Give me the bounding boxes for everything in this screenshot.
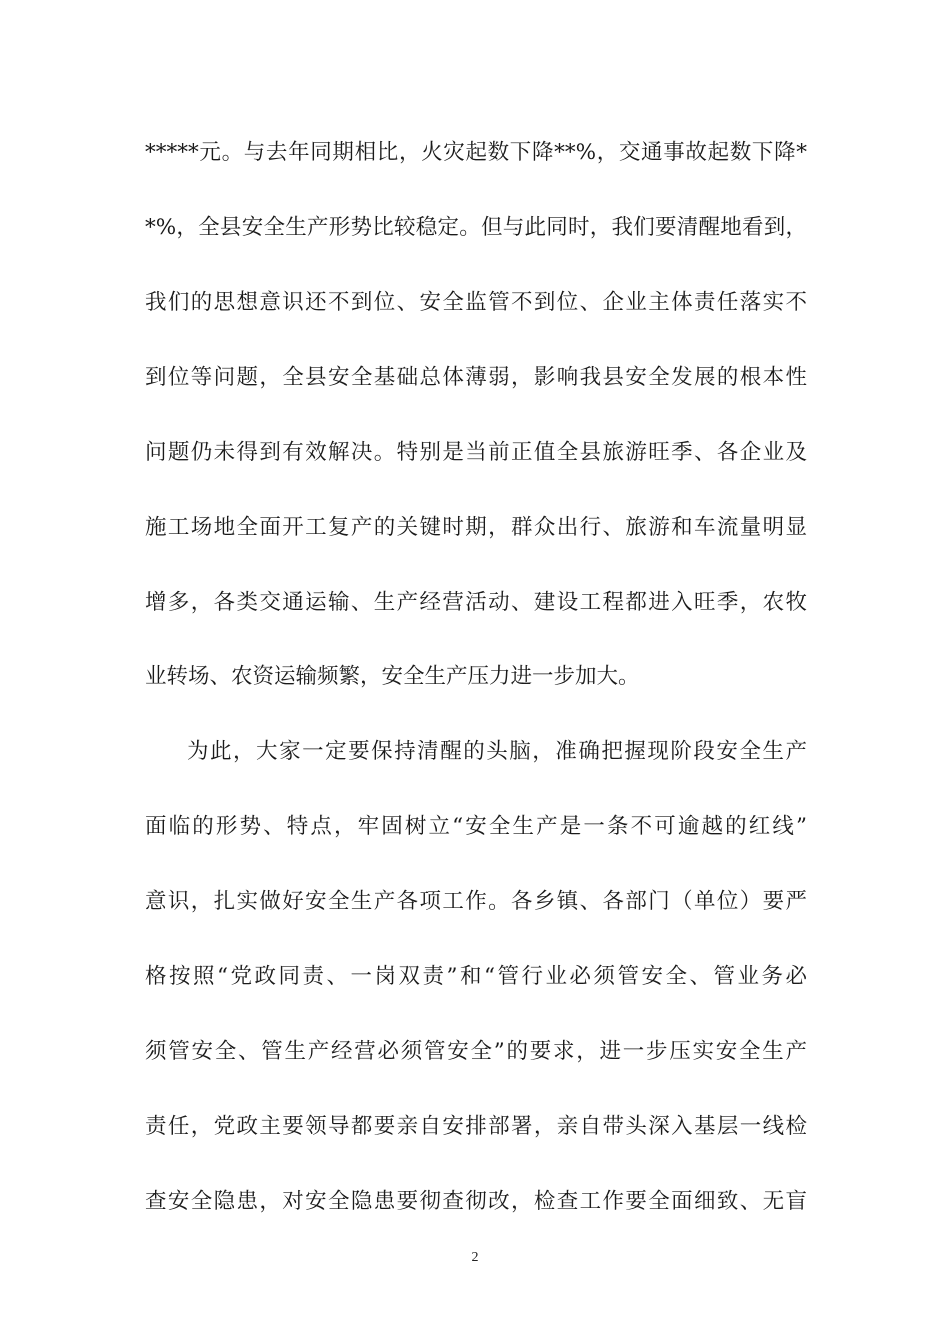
text-line: 施工场地全面开工复产的关键时期，群众出行、旅游和车流量明显	[145, 515, 807, 540]
text-line: *****元。与去年同期相比，火灾起数下降**%，交通事故起数下降*	[145, 140, 807, 165]
text-line: 查安全隐患，对安全隐患要彻查彻改，检查工作要全面细致、无盲	[145, 1189, 807, 1214]
text-line: 面临的形势、特点，牢固树立“安全生产是一条不可逾越的红线”	[145, 814, 807, 839]
text-line: 意识，扎实做好安全生产各项工作。各乡镇、各部门（单位）要严	[145, 889, 807, 914]
text-line: 到位等问题，全县安全基础总体薄弱，影响我县安全发展的根本性	[145, 365, 807, 390]
text-line: 问题仍未得到有效解决。特别是当前正值全县旅游旺季、各企业及	[145, 440, 807, 465]
page-number: 2	[471, 1250, 479, 1265]
text-line: 须管安全、管生产经营必须管安全”的要求，进一步压实安全生产	[145, 1039, 807, 1064]
text-line: *%，全县安全生产形势比较稳定。但与此同时，我们要清醒地看到，	[145, 215, 807, 240]
text-line: 增多，各类交通运输、生产经营活动、建设工程都进入旺季，农牧	[145, 590, 807, 615]
text-line: 为此，大家一定要保持清醒的头脑，准确把握现阶段安全生产	[187, 739, 807, 764]
text-line: 我们的思想意识还不到位、安全监管不到位、企业主体责任落实不	[145, 290, 807, 315]
text-line: 格按照“党政同责、一岗双责”和“管行业必须管安全、管业务必	[145, 964, 807, 989]
text-line: 业转场、农资运输频繁，安全生产压力进一步加大。	[145, 664, 640, 689]
text-line: 责任，党政主要领导都要亲自安排部署，亲自带头深入基层一线检	[145, 1114, 807, 1139]
